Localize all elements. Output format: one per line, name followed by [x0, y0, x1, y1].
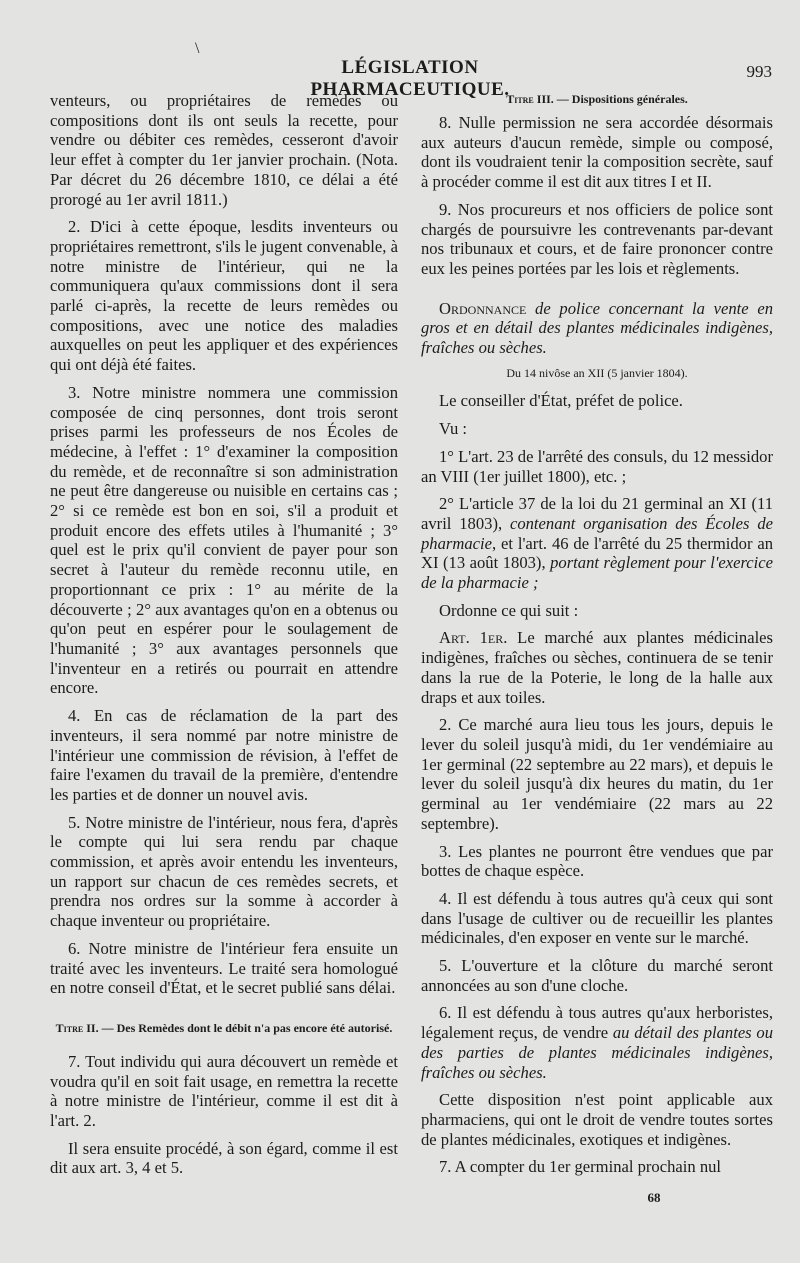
- article-1: [421, 628, 773, 707]
- paragraph: [421, 494, 773, 593]
- article-8: 8. Nulle permission ne sera accordée désormais aux auteurs d'aucun remède, simple ou composé, dont ils voudraient tenir la composition secrète, sauf à procéder comme il est dit aux titres I et II.: [421, 113, 773, 192]
- text-run: 6. Il est défendu à tous autres qu'aux herboristes, légalement reçus, de vendre: [421, 1003, 773, 1043]
- ordinance-title: [421, 299, 773, 358]
- article-3: 3. Les plantes ne pourront être vendues que par bottes de chaque espèce.: [421, 841, 773, 881]
- text-run-italic: portant règlement pour l'exercice de la pharmacie ;: [421, 553, 774, 593]
- ordinance-subject: de police concernant la vente en gros et en détail des plantes médicinales indigènes, fraîches ou sèches.: [421, 298, 773, 358]
- paragraph: Il sera ensuite procédé, à son égard, comme il est dit aux art. 3, 4 et 5.: [50, 1138, 398, 1178]
- section-heading-text: — Dispositions générales.: [553, 92, 688, 106]
- article-6: 6. Notre ministre de l'intérieur fera ensuite un traité avec les inventeurs. Le traité sera homologué en notre conseil d'État, et le secret publié sans délai.: [50, 938, 398, 998]
- paragraph: Cette disposition n'est point applicable aux pharmaciens, qui ont le droit de vendre toutes sortes de plantes médicinales, exotiques et indigènes.: [421, 1090, 773, 1149]
- section-heading-titre-3: [421, 91, 773, 107]
- article-2: 2. Ce marché aura lieu tous les jours, depuis le lever du soleil jusqu'à midi, du 1er vendémiaire au 1er germinal (22 septembre au 22 mars), et depuis le lever du soleil jusqu'à dix heures du matin, du 1er germinal au 1er vendémiaire (22 mars au 22 septembre).: [421, 715, 773, 833]
- paragraph: 1° L'art. 23 de l'arrêté des consuls, du 12 messidor an VIII (1er juillet 1800), etc. ;: [421, 446, 773, 486]
- section-heading-titre-2: [50, 1020, 398, 1036]
- paragraph: Vu :: [439, 419, 468, 439]
- article-5: 5. L'ouverture et la clôture du marché seront annoncées au son d'une cloche.: [421, 956, 773, 995]
- article-3: 3. Notre ministre nommera une commission composée de cinq personnes, dont trois seront prises parmi les professeurs de nos Écoles de médecine, à l'effet : 1° d'examiner la composition du remède, et de reconnaître si son administration ne peut être dangereuse ou nuisible en certains cas ; 2° si ce remède est bon en soi, s'il a produit et produit encore des effets utiles à l'humanité ; 3° quel est le prix qu'il convient de payer pour son secret à l'auteur du remède reconnu utile, en proportionnant ce prix : 1° au mérite de la découverte ; 2° aux avantages qu'on en a obtenus ou qu'on peut en espérer pour le soulagement de l'humanité ; 3° aux avantages personnels que l'inventeur en a retirés ou pourrait en attendre encore.: [50, 382, 398, 698]
- article-9: 9. Nos procureurs et nos officiers de police sont chargés de poursuivre les contrevenants par-devant nos tribunaux et cours, et de faire prononcer contre eux les peines portées par les lois et règlements.: [421, 199, 773, 278]
- signature-mark: 68: [647, 1190, 661, 1205]
- paragraph: venteurs, ou propriétaires de remèdes ou compositions dont ils ont seuls la recette, pour vendre ou débiter ces remèdes, cesseront d'avoir leur effet à compter du 1er janvier prochain. (Nota. Par décret du 26 décembre 1810, ce délai a été prorogé au 1er avril 1811.): [50, 91, 398, 209]
- section-heading-label: Titre II.: [55, 1020, 99, 1035]
- ordinance-date: Du 14 nivôse an XII (5 janvier 1804).: [506, 365, 688, 380]
- right-column: [421, 91, 773, 1177]
- left-column: [50, 91, 398, 1178]
- article-label: Art. 1er.: [439, 628, 508, 648]
- section-heading-label: Titre III.: [506, 92, 554, 106]
- ordinance-label: Ordonnance: [439, 298, 527, 318]
- text-run: 2° L'article 37 de la loi du 21 germinal an XI (11 avril 1803),: [421, 494, 773, 533]
- text-run-italic: contenant organisation des Écoles de pharmacie: [421, 513, 773, 553]
- article-text: Le marché aux plantes médicinales indigènes, fraîches ou sèches, continuera de se tenir dans la rue de la Poterie, le long de la halle aux draps et aux toiles.: [421, 628, 773, 707]
- article-6: [421, 1003, 773, 1082]
- section-heading-text: — Des Remèdes dont le débit n'a pas encore été autorisé.: [98, 1020, 393, 1035]
- paragraph: Le conseiller d'État, préfet de police.: [439, 391, 683, 411]
- article-2: 2. D'ici à cette époque, lesdits inventeurs ou propriétaires remettront, s'ils le jugent convenable, à notre ministre de l'intérieur, qui ne la communiquera qu'aux commissions dont il sera parlé ci-après, la recette de leurs remèdes ou compositions, avec une notice des maladies auxquelles on peut les appliquer et des expériences qui ont déjà été faites.: [50, 217, 398, 375]
- stray-mark: \: [195, 40, 200, 57]
- running-head-title: LÉGISLATION PHARMACEUTIQUE.: [310, 57, 510, 100]
- paragraph: Ordonne ce qui suit :: [439, 600, 579, 620]
- article-7: 7. Tout individu qui aura découvert un remède et voudra qu'il en soit fait usage, en remettra la recette à notre ministre de l'intérieur, comme il est dit à l'art. 2.: [50, 1051, 398, 1131]
- article-4: 4. Il est défendu à tous autres qu'à ceux qui sont dans l'usage de cultiver ou de recueillir les plantes médicinales, d'en exposer en vente sur le marché.: [421, 888, 773, 948]
- page-number: 993: [746, 62, 772, 81]
- article-4: 4. En cas de réclamation de la part des inventeurs, il sera nommé par notre ministre de l'intérieur une commission de révision, à l'effet de faire l'examen du travail de la première, d'entendre les parties et de donner un nouvel avis.: [50, 706, 398, 804]
- article-7: 7. A compter du 1er germinal prochain nul: [439, 1157, 722, 1177]
- text-run: , et l'art. 46 de l'arrêté du 25 thermidor an XI (13 août 1803),: [421, 533, 773, 573]
- article-5: 5. Notre ministre de l'intérieur, nous fera, d'après le compte qui lui sera rendu par chaque commission, et après avoir entendu les inventeurs, un rapport sur chacun de ces remèdes secrets, et prendra nos ordres sur la somme à accorder à chaque inventeur ou propriétaire.: [50, 812, 398, 931]
- text-run-italic: au détail des plantes ou des parties de plantes médicinales indigènes, fraîches ou sèches.: [421, 1023, 774, 1082]
